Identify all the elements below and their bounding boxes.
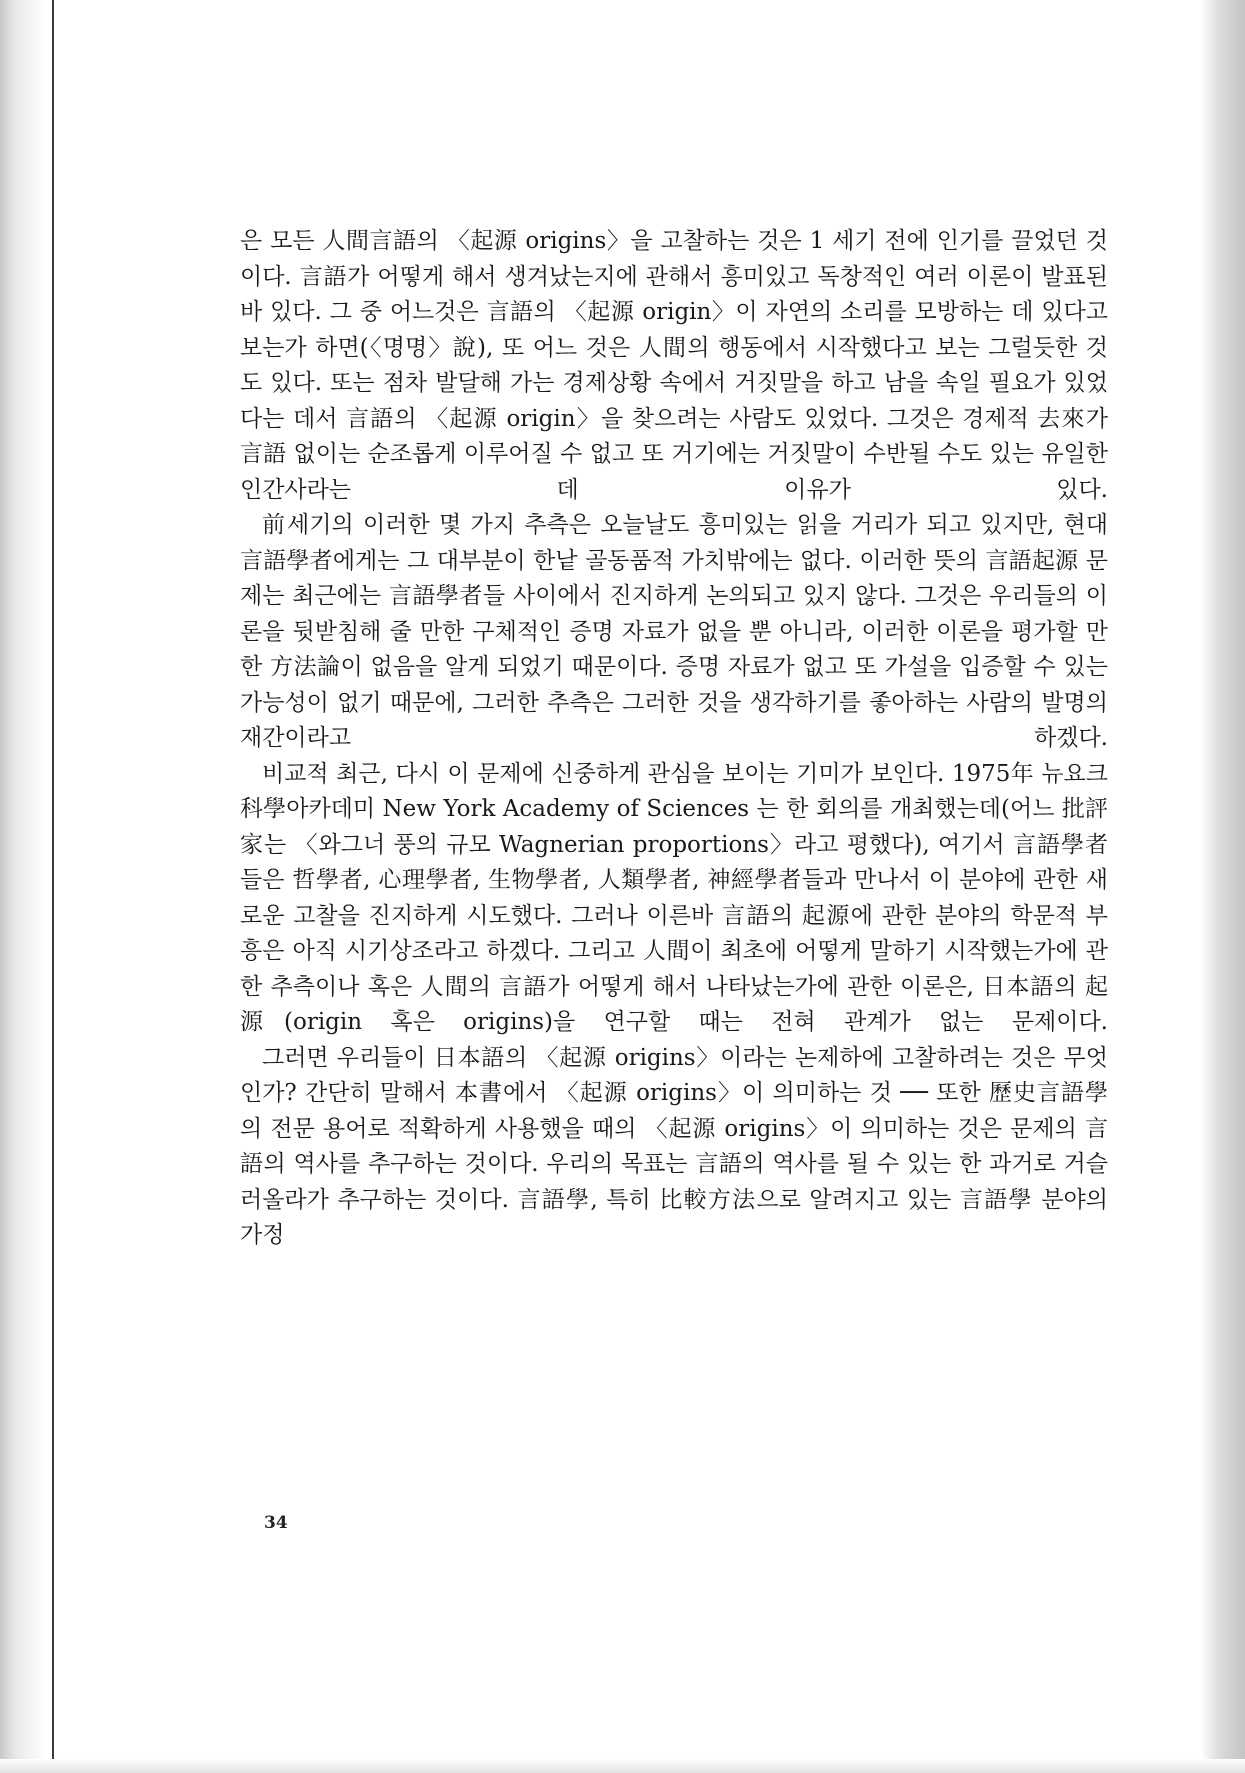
- page-body: [240, 224, 1108, 1254]
- page-number: 34: [264, 1513, 288, 1533]
- paragraph-speculation-value: 前세기의 이러한 몇 가지 추측은 오늘날도 흥미있는 읽을 거리가 되고 있지만, 현대 言語學者에게는 그 대부분이 한낱 골동품적 가치밖에는 없다. 이러한 뜻의 言語起源 문제는 최근에는 言語學者들 사이에서 진지하게 논의되고 있지 않다. 그것은 우리들의 이론을 뒷받침해 줄 만한 구체적인 증명 자료가 없을 뿐 아니라, 이러한 이론을 평가할 만한 方法論이 없음을 알게 되었기 때문이다. 증명 자료가 없고 또 가설을 입증할 수 있는 가능성이 없기 때문에, 그러한 추측은 그러한 것을 생각하기를 좋아하는 사람의 발명의 재간이라고 하겠다.: [240, 512, 1108, 751]
- paragraph-origins-history: 은 모든 人間言語의 〈起源 origins〉을 고찰하는 것은 1 세기 전에 인기를 끌었던 것이다. 言語가 어떻게 해서 생겨났는지에 관해서 흥미있고 독창적인 여러 이론이 발표된 바 있다. 그 중 어느것은 言語의 〈起源 origin〉이 자연의 소리를 모방하는 데 있다고 보는가 하면(〈명명〉說), 또 어느 것은 人間의 행동에서 시작했다고 보는 그럴듯한 것도 있다. 또는 점차 발달해 가는 경제상황 속에서 거짓말을 하고 남을 속일 필요가 있었다는 데서 言語의 〈起源 origin〉을 찾으려는 사람도 있었다. 그것은 경제적 去來가 言語 없이는 순조롭게 이루어질 수 없고 또 거기에는 거짓말이 수반될 수도 있는 유일한 인간사라는 데 이유가 있다.: [240, 228, 1108, 503]
- page-left-border: [52, 0, 54, 1773]
- page-left-shadow: [0, 0, 46, 1773]
- paragraph-recent-interest: 비교적 최근, 다시 이 문제에 신중하게 관심을 보이는 기미가 보인다. 1975年 뉴요크 科學아카데미 New York Academy of Sciences 는 한 회의를 개최했는데(어느 批評家는 〈와그너 풍의 규모 Wagnerian proportions〉라고 평했다), 여기서 言語學者들은 哲學者, 心理學者, 生物學者, 人類學者, 神經學者들과 만나서 이 분야에 관한 새로운 고찰을 진지하게 시도했다. 그러나 이른바 言語의 起源에 관한 분야의 학문적 부흥은 아직 시기상조라고 하겠다. 그리고 人間이 최초에 어떻게 말하기 시작했는가에 관한 추측이나 혹은 人間의 言語가 어떻게 해서 나타났는가에 관한 이론은, 日本語의 起源(origin 혹은 origins)을 연구할 때는 전혀 관계가 없는 문제이다.: [240, 760, 1108, 1035]
- paragraph-japanese-origins: 그러면 우리들이 日本語의 〈起源 origins〉이라는 논제하에 고찰하려는 것은 무엇인가? 간단히 말해서 本書에서 〈起源 origins〉이 의미하는 것 ── 또한 歷史言語學의 전문 용어로 적확하게 사용했을 때의 〈起源 origins〉이 의미하는 것은 문제의 言語의 역사를 추구하는 것이다. 우리의 목표는 言語의 역사를 될 수 있는 한 과거로 거슬러올라가 추구하는 것이다. 言語學, 특히 比較方法으로 알려지고 있는 言語學 분야의 가정: [240, 1044, 1108, 1248]
- page-right-shadow: [1201, 0, 1245, 1773]
- page-bottom-shadow: [0, 1759, 1245, 1773]
